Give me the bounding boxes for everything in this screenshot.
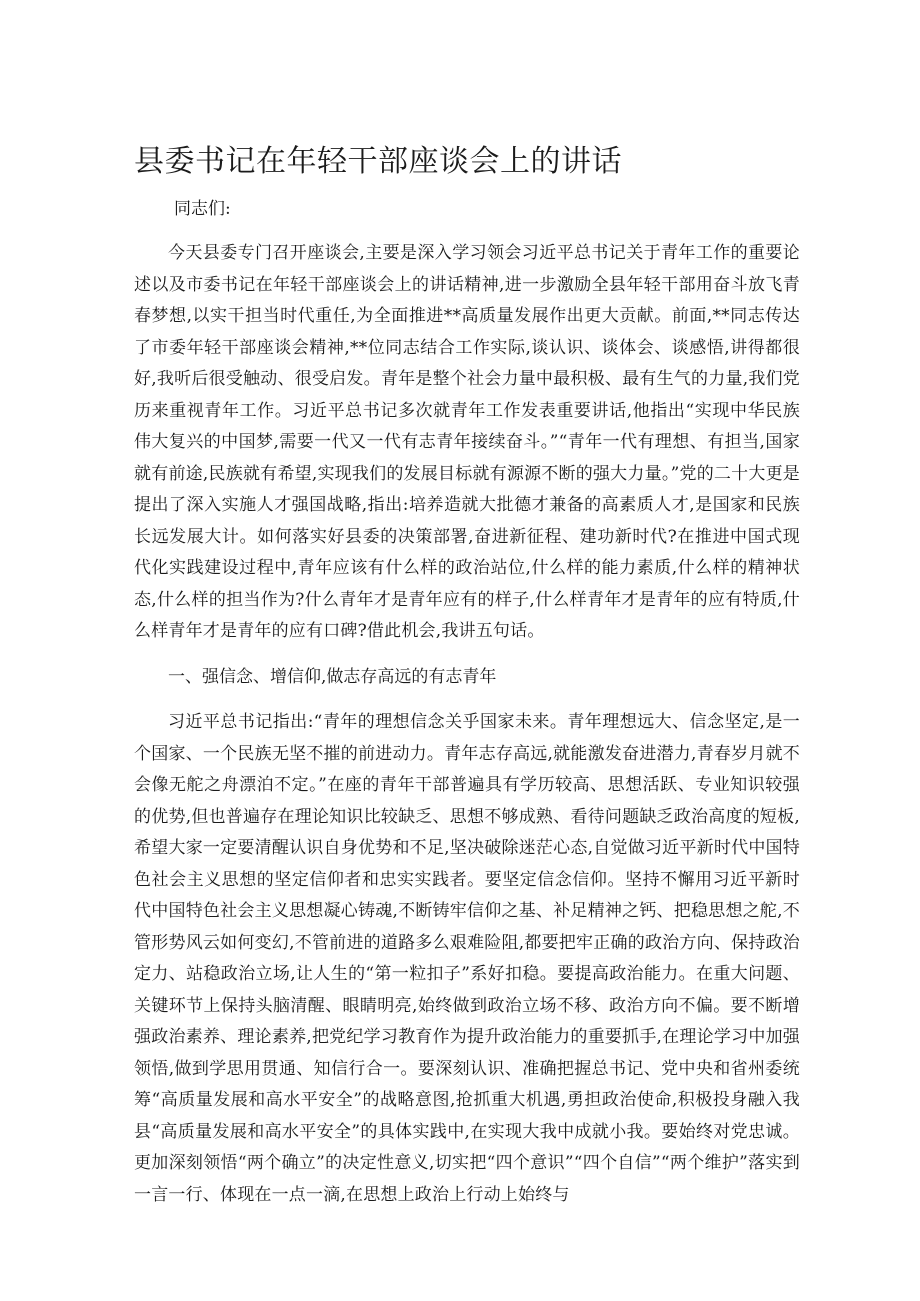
paragraph-intro: 今天县委专门召开座谈会,主要是深入学习领会习近平总书记关于青年工作的重要论述以及市委书记在年轻干部座谈会上的讲话精神,进一步激励全县年轻干部用奋斗放飞青春梦想,以实干担当时代重任,为全面推进**高质量发展作出更大贡献。前面,**同志传达了市委年轻干部座谈会精神,**位同志结合工作实际,谈认识、谈体会、谈感悟,讲得都很好,我听后很受触动、很受启发。青年是整个社会力量中最积极、最有生气的力量,我们党历来重视青年工作。习近平总书记多次就青年工作发表重要讲话,他指出“实现中华民族伟大复兴的中国梦,需要一代又一代有志青年接续奋斗。”“青年一代有理想、有担当,国家就有前途,民族就有希望,实现我们的发展目标就有源源不断的强大力量。”党的二十大更是提出了深入实施人才强国战略,指出:培养造就大批德才兼备的高素质人才,是国家和民族长远发展大计。如何落实好县委的决策部署,奋进新征程、建功新时代?在推进中国式现代化实践建设过程中,青年应该有什么样的政治站位,什么样的能力素质,什么样的精神状态,什么样的担当作为?什么青年才是青年应有的样子,什么样青年才是青年的应有特质,什么样青年才是青年的应有口碑?借此机会,我讲五句话。 <box>134 243 800 641</box>
section-heading-1: 一、强信念、增信仰,做志存高远的有志青年 <box>168 666 497 687</box>
paragraph-section-1: 习近平总书记指出:“青年的理想信念关乎国家未来。青年理想远大、信念坚定,是一个国家、一个民族无坚不摧的前进动力。青年志存高远,就能激发奋进潜力,青春岁月就不会像无舵之舟漂泊不定。”在座的青年干部普遍具有学历较高、思想活跃、专业知识较强的优势,但也普遍存在理论知识比较缺乏、思想不够成熟、看待问题缺乏政治高度的短板,希望大家一定要清醒认识自身优势和不足,坚决破除迷茫心态,自觉做习近平新时代中国特色社会主义思想的坚定信仰者和忠实实践者。要坚定信念信仰。坚持不懈用习近平新时代中国特色社会主义思想凝心铸魂,不断铸牢信仰之基、补足精神之钙、把稳思想之舵,不管形势风云如何变幻,不管前进的道路多么艰难险阻,都要把牢正确的政治方向、保持政治定力、站稳政治立场,让人生的“第一粒扣子”系好扣稳。要提高政治能力。在重大问题、关键环节上保持头脑清醒、眼睛明亮,始终做到政治立场不移、政治方向不偏。要不断增强政治素养、理论素养,把党纪学习教育作为提升政治能力的重要抓手,在理论学习中加强领悟,做到学思用贯通、知信行合一。要深刻认识、准确把握总书记、党中央和省州委统筹“高质量发展和高水平安全”的战略意图,抢抓重大机遇,勇担政治使命,积极投身融入我县“高质量发展和高水平安全”的具体实践中,在实现大我中成就小我。要始终对党忠诚。更加深刻领悟“两个确立”的决定性意义,切实把“四个意识”“四个自信”“两个维护”落实到一言一行、体现在一点一滴,在思想上政治上行动上始终与 <box>134 712 800 1205</box>
salutation: 同志们: <box>174 199 231 219</box>
document-title: 县委书记在年轻干部座谈会上的讲话 <box>134 144 622 179</box>
